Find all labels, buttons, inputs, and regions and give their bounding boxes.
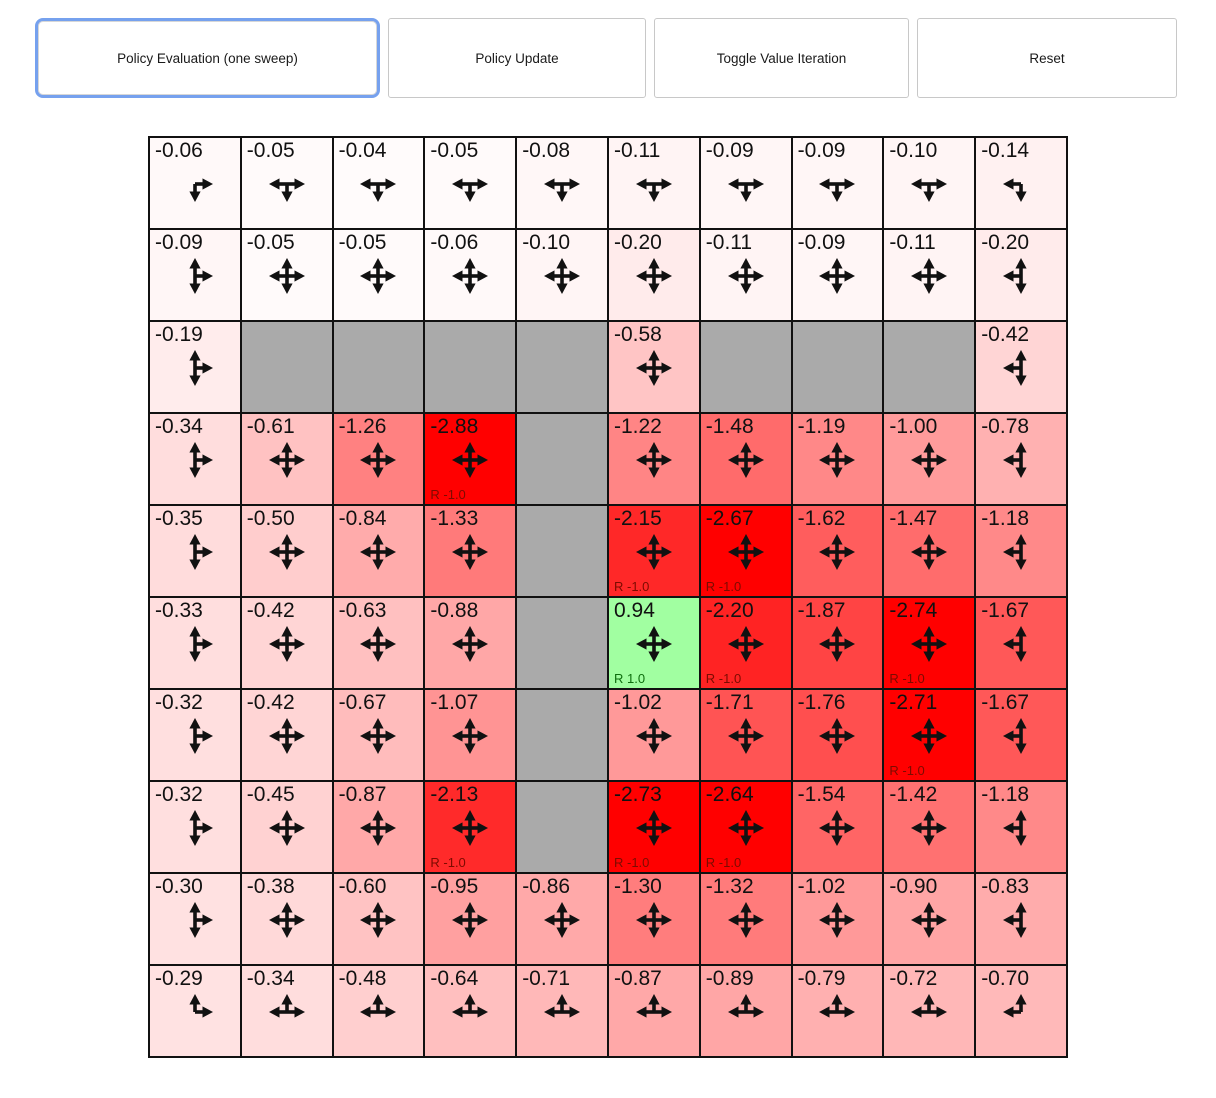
grid-cell[interactable]: [976, 782, 1066, 872]
policy-arrows-icon: [356, 622, 400, 666]
grid-cell[interactable]: [976, 874, 1066, 964]
grid-cell[interactable]: [609, 322, 699, 412]
cell-value: -0.11: [614, 139, 661, 162]
cell-value: -1.47: [889, 507, 938, 530]
policy-arrows-icon: [265, 990, 309, 1034]
grid-cell[interactable]: [884, 414, 974, 504]
grid-cell[interactable]: [976, 138, 1066, 228]
grid-cell-wall: [425, 322, 515, 412]
grid-cell[interactable]: [150, 230, 240, 320]
cell-value: -0.05: [430, 139, 479, 162]
grid-cell[interactable]: [609, 782, 699, 872]
grid-cell[interactable]: [334, 138, 424, 228]
cell-value: -0.10: [889, 139, 938, 162]
policy-arrows-icon: [540, 162, 584, 206]
policy-arrows-icon: [815, 898, 859, 942]
grid-cell[interactable]: [793, 598, 883, 688]
cell-value: -1.07: [430, 691, 479, 714]
grid-cell[interactable]: [242, 782, 332, 872]
cell-value: -0.45: [246, 783, 295, 806]
policy-arrows-icon: [907, 530, 951, 574]
cell-value: -0.87: [338, 783, 387, 806]
cell-value: -0.95: [430, 875, 479, 898]
cell-value: -2.15: [614, 507, 662, 530]
cell-reward: R -1.0: [614, 855, 650, 870]
cell-value: -0.60: [338, 875, 387, 898]
cell-value: 0.94: [614, 599, 655, 622]
cell-value: -0.32: [155, 691, 203, 714]
grid-cell[interactable]: [242, 598, 332, 688]
grid-cell[interactable]: [242, 506, 332, 596]
policy-arrows-icon: [540, 898, 584, 942]
policy-arrows-icon: [265, 254, 309, 298]
grid-cell[interactable]: [425, 690, 515, 780]
grid-cell[interactable]: [517, 966, 607, 1056]
grid-cell-wall: [517, 322, 607, 412]
grid-cell[interactable]: [701, 138, 791, 228]
cell-value: -0.20: [981, 231, 1030, 254]
policy-arrows-icon: [173, 346, 217, 390]
toolbar: [35, 18, 1178, 98]
grid-cell[interactable]: [150, 782, 240, 872]
policy-arrows-icon: [907, 990, 951, 1034]
policy-arrows-icon: [999, 622, 1043, 666]
grid-cell-wall: [517, 414, 607, 504]
grid-cell-wall: [334, 322, 424, 412]
cell-value: -0.84: [338, 507, 387, 530]
grid-cell-wall: [517, 506, 607, 596]
cell-value: -1.76: [797, 691, 846, 714]
grid-cell[interactable]: [609, 506, 699, 596]
cell-value: -1.32: [705, 875, 754, 898]
policy-arrows-icon: [815, 714, 859, 758]
cell-value: -2.73: [614, 783, 662, 806]
cell-value: -0.09: [155, 231, 203, 254]
grid-cell[interactable]: [793, 414, 883, 504]
policy-arrows-icon: [356, 898, 400, 942]
grid-cell[interactable]: [334, 966, 424, 1056]
policy-arrows-icon: [815, 162, 859, 206]
cell-value: -0.04: [338, 139, 387, 162]
cell-value: -1.54: [797, 783, 846, 806]
grid-cell[interactable]: [884, 230, 974, 320]
policy-arrows-icon: [632, 622, 676, 666]
cell-value: -1.62: [797, 507, 846, 530]
policy-arrows-icon: [356, 162, 400, 206]
cell-value: -0.42: [981, 323, 1030, 346]
grid-cell[interactable]: [150, 506, 240, 596]
cell-value: -0.29: [155, 967, 203, 990]
cell-value: -0.05: [338, 231, 387, 254]
cell-value: -0.05: [246, 139, 295, 162]
grid-cell[interactable]: [976, 230, 1066, 320]
grid-cell[interactable]: [609, 598, 699, 688]
policy-arrows-icon: [724, 714, 768, 758]
cell-reward: R -1.0: [430, 487, 466, 502]
cell-value: -2.64: [705, 783, 754, 806]
cell-value: -0.05: [246, 231, 295, 254]
cell-value: -0.08: [522, 139, 571, 162]
reset-button[interactable]: Reset: [917, 18, 1177, 98]
grid-cell[interactable]: [150, 874, 240, 964]
policy-arrows-icon: [356, 806, 400, 850]
policy-arrows-icon: [448, 990, 492, 1034]
policy-arrows-icon: [173, 714, 217, 758]
policy-arrows-icon: [173, 254, 217, 298]
cell-value: -0.38: [246, 875, 295, 898]
policy-arrows-icon: [265, 438, 309, 482]
policy-arrows-icon: [907, 438, 951, 482]
policy-arrows-icon: [356, 438, 400, 482]
policy-arrows-icon: [632, 530, 676, 574]
grid-cell[interactable]: [609, 138, 699, 228]
policy-arrows-icon: [356, 990, 400, 1034]
cell-reward: R -1.0: [889, 671, 925, 686]
grid-cell[interactable]: [793, 874, 883, 964]
grid-cell[interactable]: [793, 138, 883, 228]
grid-cell[interactable]: [701, 782, 791, 872]
policy-arrows-icon: [724, 990, 768, 1034]
policy-arrows-icon: [999, 806, 1043, 850]
policy-arrows-icon: [448, 622, 492, 666]
grid-cell[interactable]: [793, 506, 883, 596]
policy-arrows-icon: [265, 162, 309, 206]
policy-arrows-icon: [724, 806, 768, 850]
cell-value: -0.67: [338, 691, 387, 714]
cell-value: -0.72: [889, 967, 938, 990]
grid-cell[interactable]: [150, 414, 240, 504]
grid-cell-wall: [517, 782, 607, 872]
cell-value: -1.00: [889, 415, 938, 438]
policy-arrows-icon: [724, 622, 768, 666]
cell-reward: R -1.0: [430, 855, 466, 870]
cell-reward: R -1.0: [705, 855, 742, 870]
cell-value: -1.02: [614, 691, 662, 714]
cell-value: -0.48: [338, 967, 387, 990]
cell-value: -0.90: [889, 875, 938, 898]
policy-arrows-icon: [265, 714, 309, 758]
cell-value: -2.71: [889, 691, 938, 714]
policy-arrows-icon: [999, 254, 1043, 298]
cell-value: -1.19: [797, 415, 846, 438]
grid-cell[interactable]: [976, 322, 1066, 412]
policy-arrows-icon: [999, 530, 1043, 574]
grid-cell[interactable]: [242, 690, 332, 780]
grid-cell[interactable]: [609, 690, 699, 780]
grid-cell[interactable]: [334, 506, 424, 596]
cell-value: -1.18: [981, 507, 1030, 530]
cell-value: -0.83: [981, 875, 1030, 898]
policy-arrows-icon: [724, 254, 768, 298]
grid-cell[interactable]: [884, 874, 974, 964]
cell-value: -2.67: [705, 507, 754, 530]
cell-reward: R -1.0: [705, 579, 742, 594]
policy-arrows-icon: [173, 530, 217, 574]
policy-arrows-icon: [632, 438, 676, 482]
cell-value: -0.88: [430, 599, 479, 622]
cell-value: -0.58: [614, 323, 662, 346]
grid-cell[interactable]: [884, 506, 974, 596]
grid-cell[interactable]: [701, 690, 791, 780]
policy-arrows-icon: [356, 254, 400, 298]
grid-cell[interactable]: [425, 966, 515, 1056]
policy-arrows-icon: [173, 438, 217, 482]
cell-value: -2.20: [705, 599, 754, 622]
grid-cell[interactable]: [884, 690, 974, 780]
policy-arrows-icon: [356, 714, 400, 758]
policy-arrows-icon: [815, 622, 859, 666]
cell-reward: R -1.0: [889, 763, 925, 778]
grid-cell[interactable]: [334, 414, 424, 504]
cell-value: -1.67: [981, 599, 1030, 622]
cell-value: -0.11: [889, 231, 936, 254]
cell-value: -2.74: [889, 599, 938, 622]
policy-arrows-icon: [724, 898, 768, 942]
grid-cell[interactable]: [793, 782, 883, 872]
grid-cell[interactable]: [976, 966, 1066, 1056]
cell-value: -0.06: [155, 139, 203, 162]
policy-arrows-icon: [356, 530, 400, 574]
cell-value: -0.19: [155, 323, 203, 346]
grid-cell[interactable]: [976, 598, 1066, 688]
policy-update-button[interactable]: Policy Update: [388, 18, 646, 98]
gridworld: [148, 136, 1068, 1058]
policy-arrows-icon: [173, 806, 217, 850]
cell-value: -1.18: [981, 783, 1030, 806]
grid-cell[interactable]: [517, 230, 607, 320]
grid-cell[interactable]: [242, 874, 332, 964]
policy-arrows-icon: [632, 162, 676, 206]
cell-value: -0.34: [246, 967, 295, 990]
grid-cell-wall: [793, 322, 883, 412]
cell-value: -0.09: [705, 139, 754, 162]
cell-value: -1.30: [614, 875, 662, 898]
policy-arrows-icon: [632, 714, 676, 758]
grid-cell[interactable]: [701, 414, 791, 504]
grid-cell[interactable]: [793, 690, 883, 780]
cell-value: -1.33: [430, 507, 479, 530]
policy-arrows-icon: [724, 438, 768, 482]
cell-value: -0.30: [155, 875, 203, 898]
policy-arrows-icon: [632, 346, 676, 390]
cell-value: -0.33: [155, 599, 203, 622]
grid-cell[interactable]: [334, 690, 424, 780]
cell-value: -1.48: [705, 415, 754, 438]
cell-value: -0.09: [797, 139, 846, 162]
grid-cell[interactable]: [609, 874, 699, 964]
policy-arrows-icon: [265, 530, 309, 574]
policy-arrows-icon: [999, 162, 1043, 206]
grid-cell[interactable]: [242, 138, 332, 228]
cell-value: -2.88: [430, 415, 479, 438]
grid-cell[interactable]: [334, 782, 424, 872]
policy-arrows-icon: [907, 162, 951, 206]
grid-cell[interactable]: [150, 966, 240, 1056]
policy-arrows-icon: [815, 806, 859, 850]
grid-cell[interactable]: [884, 782, 974, 872]
policy-arrows-icon: [632, 898, 676, 942]
cell-value: -0.70: [981, 967, 1030, 990]
cell-value: -0.42: [246, 691, 295, 714]
cell-value: -0.42: [246, 599, 295, 622]
policy-arrows-icon: [540, 990, 584, 1034]
grid-cell[interactable]: [242, 230, 332, 320]
grid-cell[interactable]: [976, 506, 1066, 596]
policy-arrows-icon: [999, 438, 1043, 482]
policy-arrows-icon: [999, 990, 1043, 1034]
grid-cell[interactable]: [884, 138, 974, 228]
policy-arrows-icon: [448, 162, 492, 206]
policy-arrows-icon: [907, 806, 951, 850]
cell-value: -0.87: [614, 967, 662, 990]
policy-arrows-icon: [448, 806, 492, 850]
cell-value: -0.64: [430, 967, 479, 990]
cell-value: -1.22: [614, 415, 662, 438]
cell-value: -1.02: [797, 875, 846, 898]
grid-cell[interactable]: [701, 230, 791, 320]
grid-cell[interactable]: [609, 230, 699, 320]
grid-cell[interactable]: [242, 414, 332, 504]
policy-arrows-icon: [448, 714, 492, 758]
grid-cell-wall: [242, 322, 332, 412]
policy-arrows-icon: [999, 898, 1043, 942]
cell-value: -0.10: [522, 231, 571, 254]
cell-value: -0.50: [246, 507, 295, 530]
policy-arrows-icon: [540, 254, 584, 298]
cell-value: -1.42: [889, 783, 938, 806]
cell-value: -0.14: [981, 139, 1030, 162]
grid-cell[interactable]: [517, 138, 607, 228]
grid-cell[interactable]: [609, 414, 699, 504]
grid-cell[interactable]: [425, 506, 515, 596]
grid-cell[interactable]: [425, 874, 515, 964]
policy-arrows-icon: [815, 530, 859, 574]
policy-arrows-icon: [448, 438, 492, 482]
grid-cell[interactable]: [242, 966, 332, 1056]
policy-arrows-icon: [724, 530, 768, 574]
policy-arrows-icon: [632, 254, 676, 298]
policy-arrows-icon: [265, 622, 309, 666]
policy-evaluation-button[interactable]: Policy Evaluation (one sweep): [35, 18, 380, 98]
cell-value: -1.87: [797, 599, 846, 622]
cell-value: -0.61: [246, 415, 295, 438]
policy-arrows-icon: [173, 162, 217, 206]
grid-cell[interactable]: [425, 230, 515, 320]
grid-cell[interactable]: [425, 782, 515, 872]
grid-cell-wall: [884, 322, 974, 412]
grid-cell[interactable]: [701, 506, 791, 596]
policy-arrows-icon: [173, 990, 217, 1034]
grid-cell[interactable]: [793, 966, 883, 1056]
cell-value: -0.89: [705, 967, 754, 990]
cell-reward: R -1.0: [614, 579, 650, 594]
policy-arrows-icon: [815, 990, 859, 1034]
policy-arrows-icon: [632, 990, 676, 1034]
grid-cell[interactable]: [150, 598, 240, 688]
grid-cell[interactable]: [334, 230, 424, 320]
grid-cell-wall: [701, 322, 791, 412]
grid-cell[interactable]: [976, 690, 1066, 780]
cell-value: -0.20: [614, 231, 662, 254]
policy-arrows-icon: [265, 898, 309, 942]
policy-arrows-icon: [907, 714, 951, 758]
grid-cell[interactable]: [425, 414, 515, 504]
policy-arrows-icon: [173, 898, 217, 942]
toggle-value-iteration-button[interactable]: Toggle Value Iteration: [654, 18, 909, 98]
grid-cell[interactable]: [884, 598, 974, 688]
grid-cell[interactable]: [609, 966, 699, 1056]
grid-cell[interactable]: [793, 230, 883, 320]
policy-arrows-icon: [632, 806, 676, 850]
grid-cell[interactable]: [701, 874, 791, 964]
policy-arrows-icon: [448, 898, 492, 942]
policy-arrows-icon: [173, 622, 217, 666]
cell-value: -1.71: [705, 691, 754, 714]
cell-value: -1.67: [981, 691, 1030, 714]
grid-cell[interactable]: [150, 690, 240, 780]
policy-arrows-icon: [907, 622, 951, 666]
grid-cell[interactable]: [976, 414, 1066, 504]
grid-cell[interactable]: [334, 598, 424, 688]
grid-cell[interactable]: [701, 598, 791, 688]
cell-reward: R 1.0: [614, 671, 646, 686]
grid-cell[interactable]: [334, 874, 424, 964]
cell-value: -0.34: [155, 415, 203, 438]
grid-cell-wall: [517, 598, 607, 688]
cell-reward: R -1.0: [705, 671, 742, 686]
grid-cell[interactable]: [425, 138, 515, 228]
policy-arrows-icon: [999, 346, 1043, 390]
cell-value: -0.79: [797, 967, 846, 990]
policy-arrows-icon: [999, 714, 1043, 758]
cell-value: -0.78: [981, 415, 1030, 438]
grid-cell[interactable]: [517, 874, 607, 964]
policy-arrows-icon: [265, 806, 309, 850]
cell-value: -0.06: [430, 231, 479, 254]
grid-cell[interactable]: [425, 598, 515, 688]
cell-value: -0.09: [797, 231, 846, 254]
policy-arrows-icon: [448, 530, 492, 574]
cell-value: -0.32: [155, 783, 203, 806]
policy-arrows-icon: [907, 898, 951, 942]
policy-arrows-icon: [907, 254, 951, 298]
grid-cell[interactable]: [150, 138, 240, 228]
policy-arrows-icon: [815, 438, 859, 482]
grid-cell[interactable]: [884, 966, 974, 1056]
policy-arrows-icon: [815, 254, 859, 298]
cell-value: -0.71: [522, 967, 571, 990]
cell-value: -0.11: [705, 231, 753, 254]
grid-cell-wall: [517, 690, 607, 780]
cell-value: -0.86: [522, 875, 571, 898]
cell-value: -2.13: [430, 783, 479, 806]
grid-cell[interactable]: [150, 322, 240, 412]
cell-value: -0.63: [338, 599, 387, 622]
policy-arrows-icon: [448, 254, 492, 298]
cell-value: -0.35: [155, 507, 203, 530]
policy-arrows-icon: [724, 162, 768, 206]
cell-value: -1.26: [338, 415, 387, 438]
grid-cell[interactable]: [701, 966, 791, 1056]
